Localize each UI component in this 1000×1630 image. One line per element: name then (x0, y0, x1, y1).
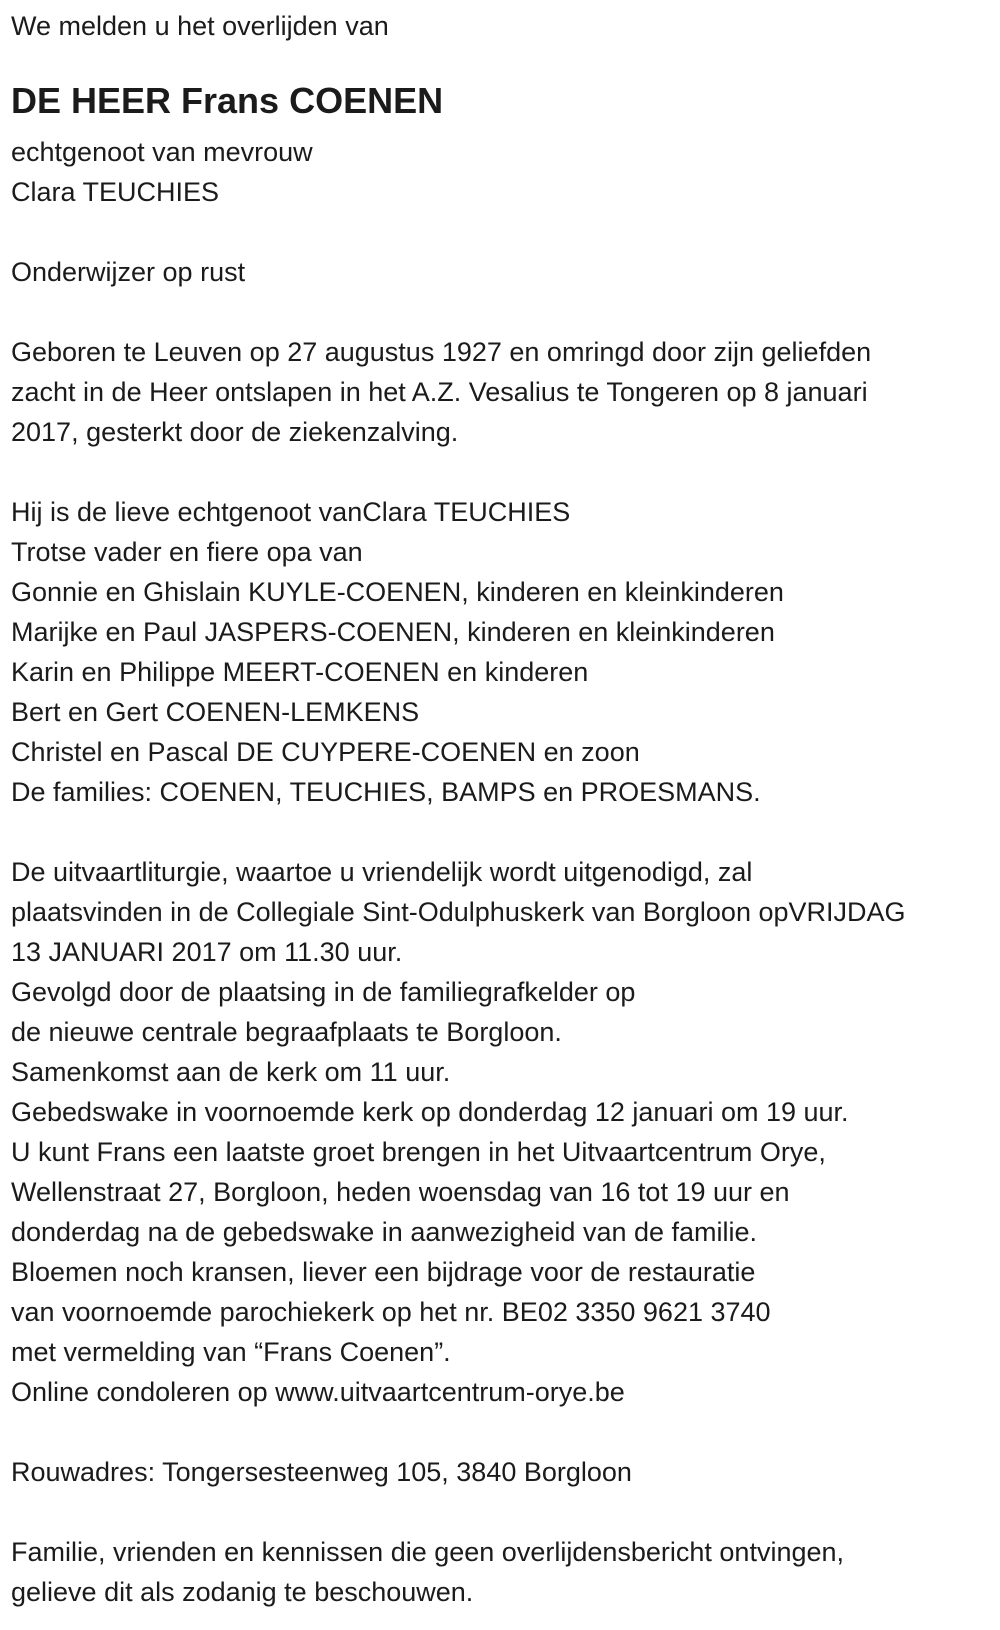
mourning-address: Rouwadres: Tongersesteenweg 105, 3840 Borgloon (11, 1457, 632, 1487)
profession: Onderwijzer op rust (11, 257, 246, 287)
birth-death-section (11, 332, 1000, 452)
funeral-line: Wellenstraat 27, Borgloon, heden woensdag van 16 tot 19 uur en (11, 1177, 790, 1207)
intro-text: We melden u het overlijden van (11, 11, 389, 41)
family-line: Gonnie en Ghislain KUYLE-COENEN, kinderen en kleinkinderen (11, 577, 784, 607)
funeral-line: de nieuwe centrale begraafplaats te Borgloon. (11, 1017, 562, 1047)
funeral-line: Bloemen noch kransen, liever een bijdrage voor de restauratie (11, 1257, 756, 1287)
funeral-line: Samenkomst aan de kerk om 11 uur. (11, 1057, 451, 1087)
family-line: Bert en Gert COENEN-LEMKENS (11, 697, 420, 727)
family-line: Hij is de lieve echtgenoot vanClara TEUCHIES (11, 497, 571, 527)
family-line: Christel en Pascal DE CUYPERE-COENEN en zoon (11, 737, 640, 767)
funeral-section (11, 852, 1000, 1412)
funeral-line: De uitvaartliturgie, waartoe u vriendelijk wordt uitgenodigd, zal (11, 857, 753, 887)
funeral-line: 13 JANUARI 2017 om 11.30 uur. (11, 937, 403, 967)
family-line: Marijke en Paul JASPERS-COENEN, kinderen en kleinkinderen (11, 617, 775, 647)
funeral-line: met vermelding van “Frans Coenen”. (11, 1337, 451, 1367)
closing-line: Familie, vrienden en kennissen die geen overlijdensbericht ontvingen, (11, 1537, 845, 1567)
deceased-name: DE HEER Frans COENEN (11, 80, 444, 121)
text-line: 2017, gesterkt door de ziekenzalving. (11, 417, 459, 447)
funeral-line: plaatsvinden in de Collegiale Sint-Odulphuskerk van Borgloon opVRIJDAG (11, 897, 906, 927)
text-line: zacht in de Heer ontslapen in het A.Z. Vesalius te Tongeren op 8 januari (11, 377, 868, 407)
family-section (11, 492, 1000, 812)
funeral-line: Gebedswake in voornoemde kerk op donderdag 12 januari om 19 uur. (11, 1097, 849, 1127)
condolence-link-line: Online condoleren op www.uitvaartcentrum-orye.be (11, 1377, 625, 1407)
closing-line: gelieve dit als zodanig te beschouwen. (11, 1577, 474, 1607)
spouse-line: Clara TEUCHIES (11, 177, 220, 207)
spouse-line: echtgenoot van mevrouw (11, 137, 313, 167)
funeral-line: U kunt Frans een laatste groet brengen in het Uitvaartcentrum Orye, (11, 1137, 826, 1167)
text-line: Geboren te Leuven op 27 augustus 1927 en omringd door zijn geliefden (11, 337, 872, 367)
family-line: Trotse vader en fiere opa van (11, 537, 363, 567)
funeral-line: Gevolgd door de plaatsing in de familiegrafkelder op (11, 977, 636, 1007)
funeral-line: van voornoemde parochiekerk op het nr. BE02 3350 9621 3740 (11, 1297, 771, 1327)
family-line: Karin en Philippe MEERT-COENEN en kinderen (11, 657, 589, 687)
family-line: De families: COENEN, TEUCHIES, BAMPS en PROESMANS. (11, 777, 761, 807)
funeral-line: donderdag na de gebedswake in aanwezigheid van de familie. (11, 1217, 758, 1247)
